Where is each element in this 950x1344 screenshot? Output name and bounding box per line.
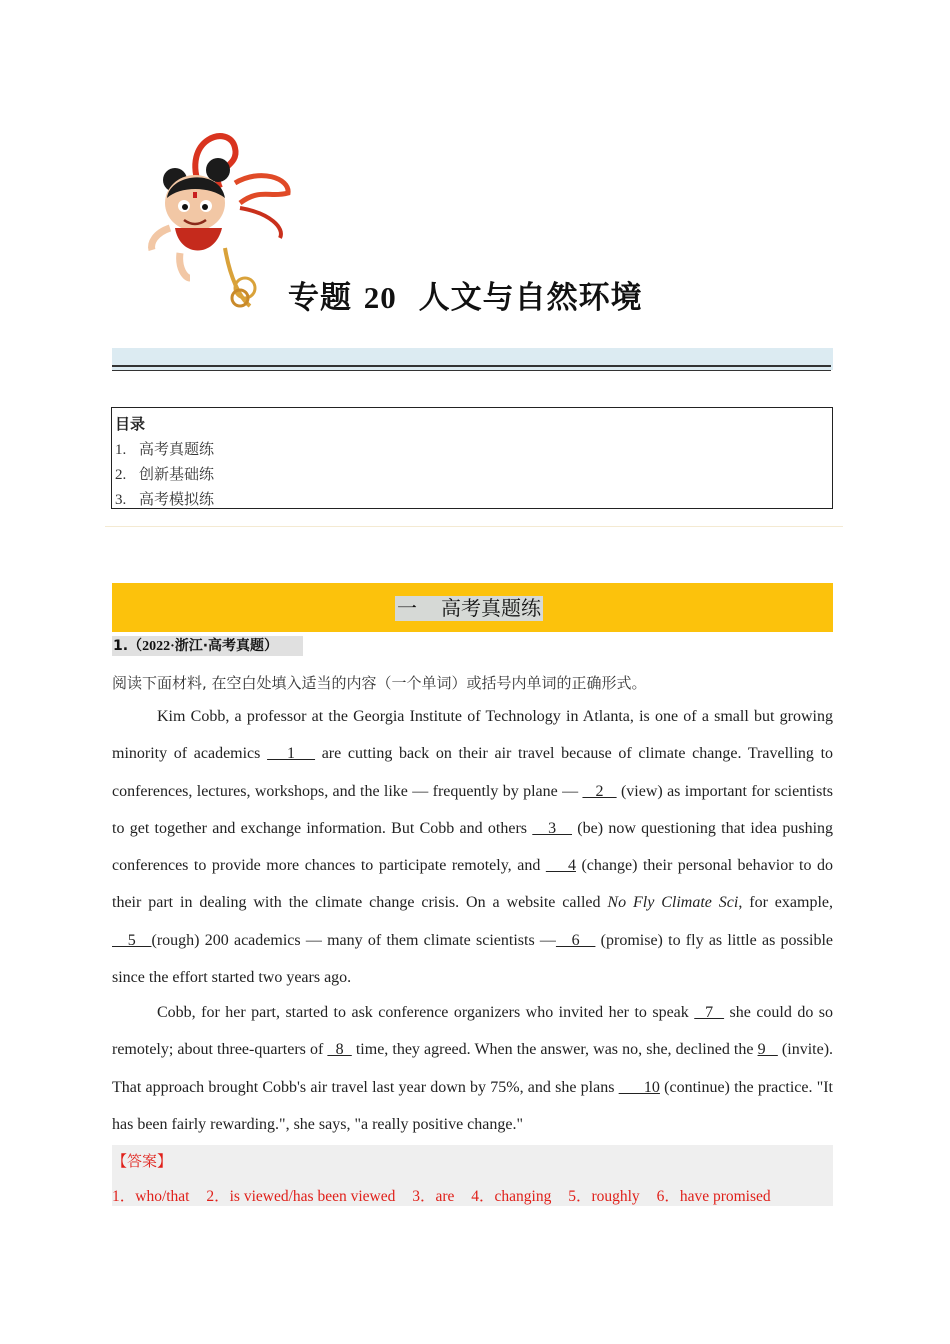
question-instruction: 阅读下面材料, 在空白处填入适当的内容（一个单词）或括号内单词的正确形式。 [112,674,647,692]
passage-paragraph-1 [112,698,833,996]
section-title-text: 高考真题练 [441,596,541,620]
toc-item-label: 创新基础练 [139,465,215,483]
answer-item: 6．have promised [656,1188,771,1205]
toc-item-number: 1. [115,442,127,458]
passage-text: are cutting back on their air travel because of climate change. Travelling to conferences, lectures, workshops, and the like — frequently by plane — [112,745,834,800]
passage-text: (view) as important for scientists to get together and exchange information. But Cobb and others [112,782,834,837]
answer-blank[interactable]: 8 [327,1041,352,1059]
answer-blank[interactable]: 5 [112,931,152,949]
toc-item[interactable] [115,438,214,459]
answer-blank[interactable]: 6 [555,931,596,949]
title-divider-line [112,365,831,371]
question-source-label [112,636,303,656]
answer-label: 【答案】 [112,1152,173,1170]
toc-item[interactable] [115,488,214,509]
passage-text: time, they agreed. When the answer, was no, she, declined the [351,1041,758,1059]
question-label-prefix: 1.（ [113,638,143,654]
answer-blank[interactable]: 7 [694,1004,725,1021]
passage-paragraph-2 [112,994,833,1143]
answer-item: 1．who/that [112,1188,190,1205]
answer-blank[interactable]: 3 [532,819,573,837]
question-label-year: 2022· [142,639,175,654]
nezha-mascot-icon [140,128,292,310]
answer-item: 2．is viewed/has been viewed [206,1188,396,1205]
answer-blank[interactable]: 9 [757,1041,778,1059]
question-label-source: 浙江·高考真题） [174,638,279,654]
answer-blank[interactable]: 10 [618,1078,660,1096]
answer-list [112,1184,784,1206]
passage-text: (change) their personal behavior to do their part in dealing with the climate change crisis. On a website called [112,857,834,912]
answer-blank[interactable]: 2 [582,782,617,800]
answer-item: 5．roughly [568,1188,640,1205]
passage-text: (be) now questioning that idea pushing conferences to provide more chances to participate remotely, and [112,819,834,875]
passage-text: , for example, [738,894,833,912]
toc-heading: 目录 [115,415,146,433]
title-text: 人文与自然环境 [418,280,643,316]
answer-item: 4．changing [471,1188,552,1205]
website-name: No Fly Climate Sci [607,894,739,912]
toc-item-label: 高考真题练 [139,440,215,458]
toc-item-label: 高考模拟练 [139,490,215,508]
passage-text: (rough) 200 academics — many of them climate scientists — [151,931,556,949]
passage-text: (continue) the practice. "It has been fairly rewarding.", she says, "a really positive change." [112,1078,834,1133]
passage-text: she could do so remotely; about three-quarters of [112,1004,834,1059]
answer-item: 3．are [412,1188,455,1205]
table-of-contents [111,407,833,509]
passage-text: (invite). That approach brought Cobb's air travel last year down by 75%, and she plans [112,1041,834,1096]
separator-line [105,526,843,527]
toc-item-number: 2. [115,467,127,483]
passage-text: Kim Cobb, a professor at the Georgia Institute of Technology in Atlanta, is one of a small but growing minority of academics [112,708,833,763]
toc-item[interactable] [115,463,214,484]
section-index: 一 [397,596,417,620]
section-title [395,596,543,621]
passage-text: (promise) to fly as little as possible since the effort started two years ago. [112,931,834,987]
title-number: 20 [363,280,397,315]
toc-item-number: 3. [115,492,127,508]
answer-blank[interactable]: 1 [267,745,316,763]
page-title [288,272,643,317]
title-prefix: 专题 [288,280,352,316]
passage-text: Cobb, for her part, started to ask conference organizers who invited her to speak [157,1004,695,1021]
answer-blank[interactable]: 4 [545,857,576,875]
